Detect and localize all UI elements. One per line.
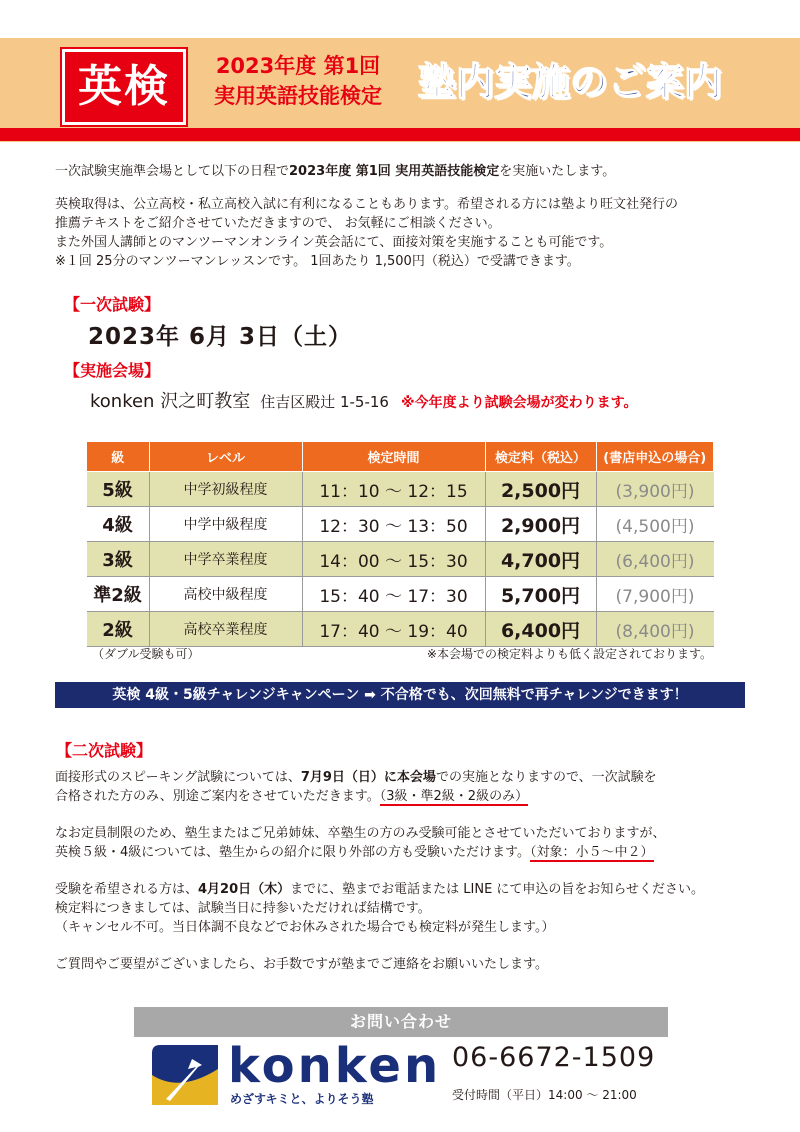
table-row <box>87 577 714 612</box>
table-row <box>87 507 714 542</box>
time-cell: 17：40 〜 19：40 <box>302 612 485 647</box>
second-exam-heading: 【二次試験】 <box>56 741 153 760</box>
header-fee: 検定料（税込） <box>485 442 596 472</box>
level-cell: 中学中級程度 <box>149 507 302 542</box>
intro-line: 一次試験実施準会場として以下の日程で2023年度 第1回 実用英語技能検定を実施いたします。 <box>55 164 616 179</box>
second-exam-paragraph-4: ご質問やご要望がございましたら、お手数ですが塾までご連絡をお願いいたします。 <box>55 957 548 972</box>
page-title: 塾内実施のご案内 <box>418 60 723 104</box>
business-hours: 受付時間（平日）14:00 〜 21:00 <box>452 1088 637 1102</box>
store-fee-cell: (3,900円) <box>596 472 714 507</box>
fee-cell: 2,500円 <box>485 472 596 507</box>
level-cell: 中学初級程度 <box>149 472 302 507</box>
header-store-fee: (書店申込の場合) <box>596 442 714 472</box>
level-cell: 中学卒業程度 <box>149 542 302 577</box>
grade-cell: 4級 <box>87 507 150 542</box>
time-cell: 12：30 〜 13：50 <box>302 507 485 542</box>
phone-number[interactable]: 06-6672-1509 <box>452 1042 656 1073</box>
venue-address: 住吉区殿辻 1-5-16 <box>260 393 389 411</box>
fee-table <box>86 441 714 647</box>
grade-cell: 準2級 <box>87 577 150 612</box>
time-cell: 14：00 〜 15：30 <box>302 542 485 577</box>
venue-note: ※今年度より試験会場が変わります。 <box>400 395 638 411</box>
store-fee-cell: (7,900円) <box>596 577 714 612</box>
store-fee-cell: (6,400円) <box>596 542 714 577</box>
fee-cell: 2,900円 <box>485 507 596 542</box>
fee-cell: 4,700円 <box>485 542 596 577</box>
venue-info <box>90 387 637 413</box>
time-cell: 11：10 〜 12：15 <box>302 472 485 507</box>
logo-tagline: めざすキミと、よりそう塾 <box>230 1092 374 1106</box>
table-note-left: （ダブル受験も可） <box>92 647 200 661</box>
eiken-badge: 英検 <box>62 49 186 125</box>
contact-label: お問い合わせ <box>134 1007 668 1037</box>
level-cell: 高校中級程度 <box>149 577 302 612</box>
second-exam-paragraph-3: 受験を希望される方は、4月20日（木）までに、塾までお電話または LINE にて申込の旨をお知らせください。 検定料につきましては、試験当日に持参いただければ結構です。 （キャンセル不可。当日体調不良などでお休みされた場合でも検定料が発生します。） <box>55 882 705 935</box>
grade-cell: 3級 <box>87 542 150 577</box>
second-exam-paragraph-2: なお定員制限のため、塾生またはご兄弟姉妹、卒塾生の方のみ受験可能とさせていただいておりますが、 英検５級・4級については、塾生からの紹介に限り外部の方も受験いただけます。（対象：小５〜中２） <box>55 826 666 860</box>
fee-cell: 5,700円 <box>485 577 596 612</box>
table-row <box>87 472 714 507</box>
table-row <box>87 542 714 577</box>
grade-cell: 5級 <box>87 472 150 507</box>
eligible-ages-highlight: （対象：小５〜中２） <box>529 845 654 860</box>
store-fee-cell: (4,500円) <box>596 507 714 542</box>
second-exam-paragraph-1: 面接形式のスピーキング試験については、7月9日（日）に本会場での実施となりますので、一次試験を 合格された方のみ、別途ご案内をさせていただきます。（3級・準2級・2級のみ） <box>55 770 657 804</box>
time-cell: 15：40 〜 17：30 <box>302 577 485 612</box>
venue-heading: 【実施会場】 <box>64 361 161 380</box>
grade-cell: 2級 <box>87 612 150 647</box>
fee-cell: 6,400円 <box>485 612 596 647</box>
eligible-grades-highlight: （3級・準2級・2級のみ） <box>379 789 529 804</box>
table-note-right: ※本会場での検定料よりも低く設定されております。 <box>426 647 712 661</box>
exam-name-label: 実用英語技能検定 <box>214 84 382 108</box>
exam-year-label: 2023年度 第1回 <box>215 54 381 78</box>
header-level: レベル <box>149 442 302 472</box>
header-stripe <box>0 128 800 141</box>
header-grade: 級 <box>87 442 150 472</box>
header-time: 検定時間 <box>302 442 485 472</box>
first-exam-date: 2023年 6月 3日（土） <box>88 324 353 350</box>
table-row <box>87 612 714 647</box>
konken-logo-icon <box>152 1045 218 1105</box>
first-exam-heading: 【一次試験】 <box>64 295 161 314</box>
intro-paragraph: 英検取得は、公立高校・私立高校入試に有利になることもあります。希望される方には塾より旺文社発行の 推薦テキストをご紹介させていただきますので、 お気軽にご相談ください。 また外国人講師とのマンツーマンオンライン英会話にて、面接対策を実施することも可能です。 ※１回 25分のマンツーマンレッスンです。 1回あたり 1,500円（税込）で受講できます。 <box>55 197 678 269</box>
konken-logo-text: konken <box>228 1038 442 1094</box>
store-fee-cell: (8,400円) <box>596 612 714 647</box>
level-cell: 高校卒業程度 <box>149 612 302 647</box>
campaign-banner: 英検 4級・5級チャレンジキャンペーン ➡ 不合格でも、次回無料で再チャレンジできます！ <box>55 682 745 708</box>
venue-name: konken 沢之町教室 <box>90 391 251 412</box>
